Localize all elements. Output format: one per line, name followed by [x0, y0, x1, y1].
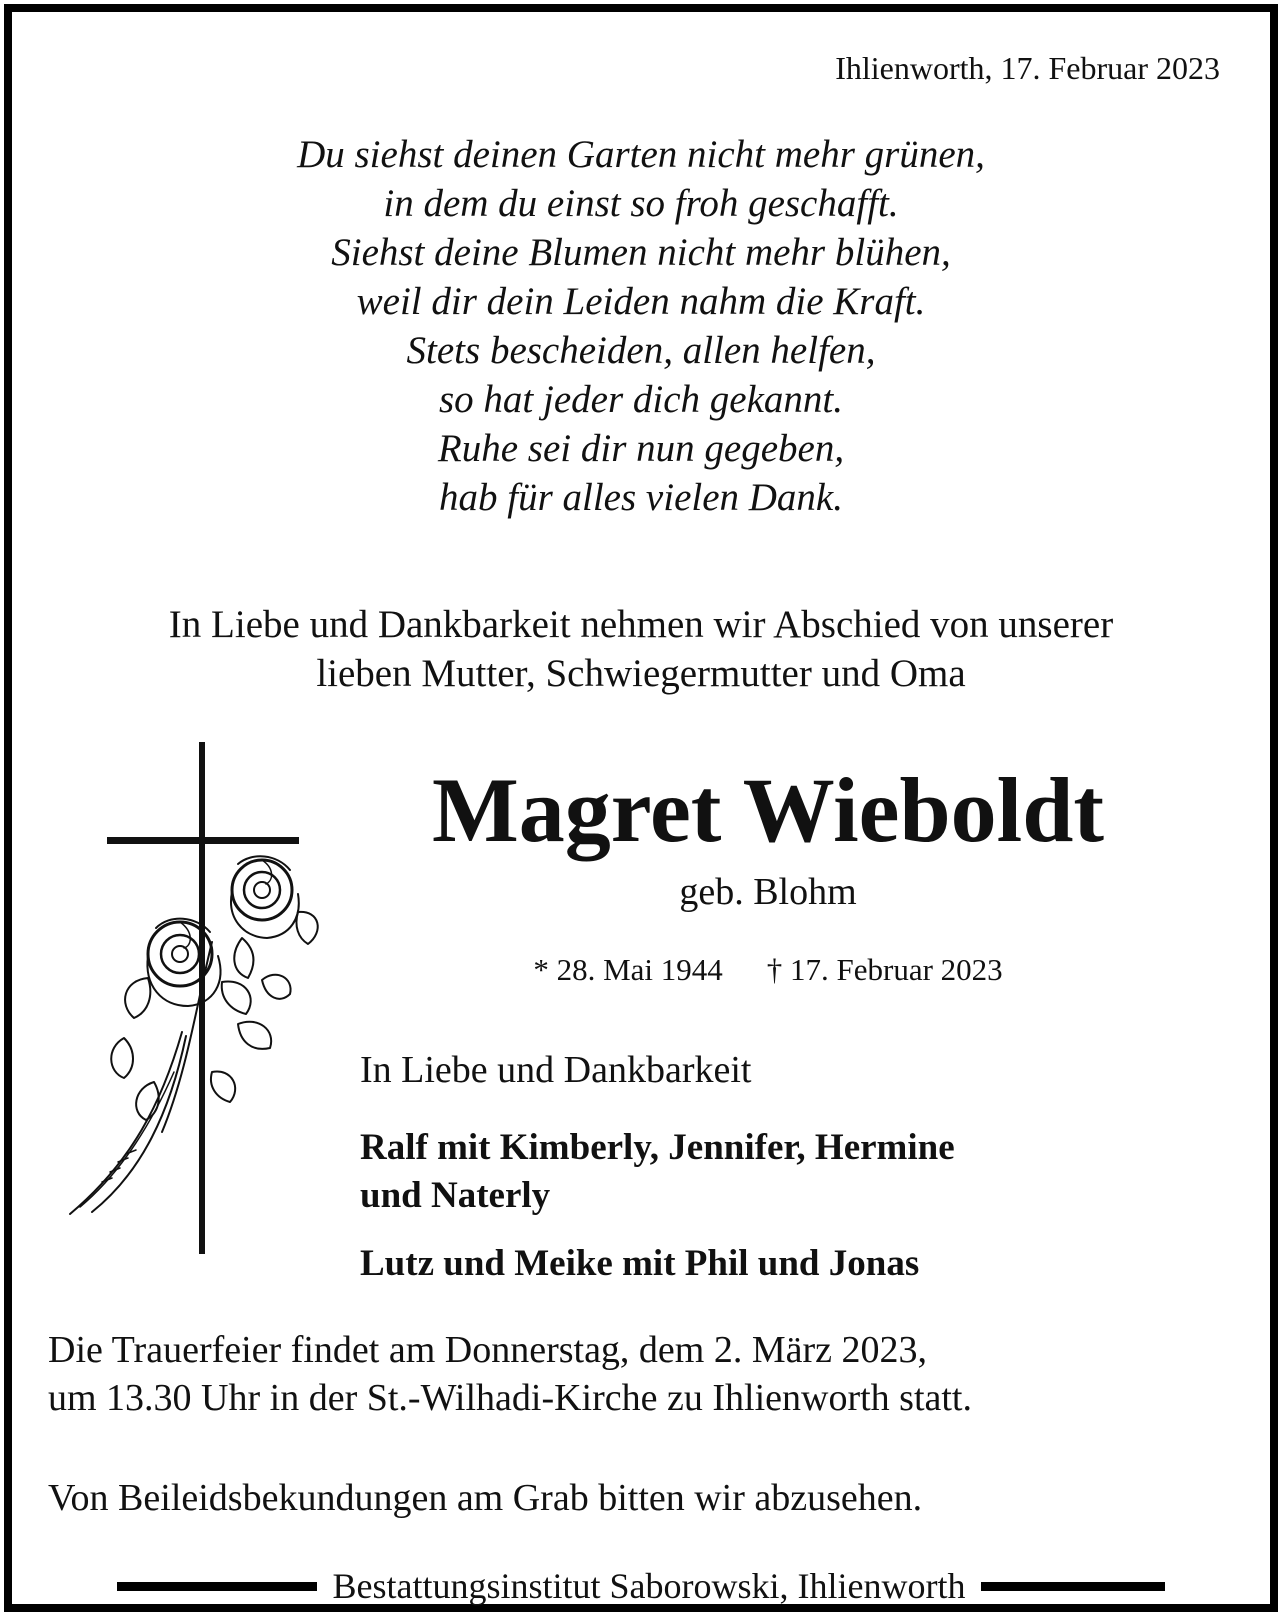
poem — [12, 130, 1270, 522]
condolence-note: Von Beileidsbekundungen am Grab bitten wir abzusehen. — [48, 1477, 923, 1519]
birth-name: geb. Blohm — [679, 871, 857, 913]
ceremony-line: Die Trauerfeier findet am Donnerstag, dem 2. März 2023, — [48, 1329, 928, 1371]
mourner-line: Ralf mit Kimberly, Jennifer, Hermine — [360, 1127, 955, 1168]
cross-with-roses-icon — [62, 742, 322, 1262]
funeral-home: Bestattungsinstitut Saborowski, Ihlienworth — [332, 1566, 966, 1606]
poem-line: in dem du einst so froh geschafft. — [383, 182, 899, 225]
footer — [12, 1566, 1270, 1606]
mourner-line: und Naterly — [360, 1175, 551, 1216]
deceased-name: Magret Wieboldt — [431, 759, 1105, 861]
intro-line: lieben Mutter, Schwiegermutter und Oma — [316, 652, 966, 695]
life-dates — [342, 952, 1194, 988]
poem-line: weil dir dein Leiden nahm die Kraft. — [356, 280, 926, 323]
footer-rule-right — [981, 1582, 1165, 1591]
obituary-frame — [4, 4, 1278, 1612]
ceremony-line: um 13.30 Uhr in der St.-Wilhadi-Kirche zu Ihlienworth statt. — [48, 1377, 972, 1419]
mourner-line: Lutz und Meike mit Phil und Jonas — [360, 1243, 920, 1284]
poem-line: so hat jeder dich gekannt. — [439, 378, 843, 421]
poem-line: Stets bescheiden, allen helfen, — [406, 329, 876, 372]
death-date: † 17. Februar 2023 — [766, 952, 1003, 987]
mourners-intro: In Liebe und Dankbarkeit — [360, 1049, 752, 1091]
poem-line: Du siehst deinen Garten nicht mehr grünen, — [297, 133, 985, 176]
poem-line: Siehst deine Blumen nicht mehr blühen, — [331, 231, 951, 274]
birth-date: * 28. Mai 1944 — [533, 952, 723, 987]
footer-rule-left — [117, 1582, 317, 1591]
place-date: Ihlienworth, 17. Februar 2023 — [835, 50, 1220, 86]
farewell-intro — [12, 600, 1270, 698]
poem-line: hab für alles vielen Dank. — [439, 476, 843, 519]
mourners-list — [360, 1124, 955, 1288]
poem-line: Ruhe sei dir nun gegeben, — [437, 427, 845, 470]
ceremony-info — [48, 1326, 972, 1422]
intro-line: In Liebe und Dankbarkeit nehmen wir Abschied von unserer — [168, 603, 1114, 646]
